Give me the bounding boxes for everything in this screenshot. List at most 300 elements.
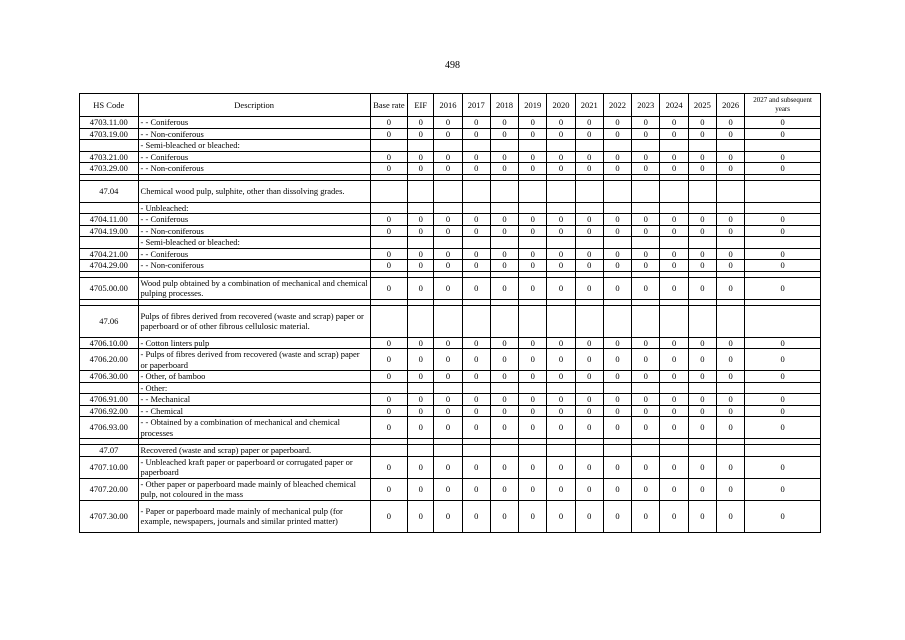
rate-cell: 0 [462,214,490,226]
rate-cell [370,180,407,202]
rate-cell [462,382,490,394]
hs-code-cell [80,237,139,249]
table-row [80,237,821,249]
rate-cell: 0 [370,128,407,140]
rate-cell: 0 [370,117,407,129]
rate-cell [462,180,490,202]
rate-cell [603,305,631,337]
table-row [80,214,821,226]
rate-cell: 0 [462,117,490,129]
rate-cell: 0 [688,456,716,478]
rate-cell: 0 [603,163,631,175]
rate-cell [716,180,744,202]
rate-cell: 0 [688,163,716,175]
rate-cell [490,445,518,457]
rate-cell: 0 [408,277,434,299]
hs-code-cell: 4703.21.00 [80,151,139,163]
rate-cell: 0 [716,248,744,260]
rate-cell: 0 [575,405,603,417]
rate-cell: 0 [603,277,631,299]
rate-cell [603,237,631,249]
rate-cell: 0 [408,117,434,129]
rate-cell [462,445,490,457]
description-cell: - Other, of bamboo [138,371,370,383]
description-cell: - - Coniferous [138,214,370,226]
rate-cell: 0 [716,260,744,272]
rate-cell [632,202,660,214]
rate-cell: 0 [547,260,575,272]
rate-cell: 0 [490,405,518,417]
rate-cell: 0 [632,500,660,532]
rate-cell [370,305,407,337]
rate-cell: 0 [688,371,716,383]
rate-cell: 0 [519,405,547,417]
rate-cell [603,202,631,214]
rate-cell [370,202,407,214]
hs-code-cell: 4706.10.00 [80,337,139,349]
table-row [80,417,821,439]
column-header: 2021 [575,94,603,117]
rate-cell: 0 [370,417,407,439]
rate-cell: 0 [632,456,660,478]
table-row [80,128,821,140]
rate-cell [434,237,462,249]
rate-cell: 0 [632,405,660,417]
rate-cell: 0 [490,117,518,129]
rate-cell [547,445,575,457]
rate-cell [660,382,688,394]
rate-cell: 0 [603,151,631,163]
table-row [80,371,821,383]
rate-cell [519,382,547,394]
rate-cell [462,305,490,337]
rate-cell: 0 [603,349,631,371]
table-row [80,394,821,406]
rate-cell: 0 [575,260,603,272]
rate-cell: 0 [603,248,631,260]
rate-cell [547,180,575,202]
rate-cell: 0 [660,260,688,272]
column-header: Description [138,94,370,117]
rate-cell [408,382,434,394]
rate-cell [490,140,518,152]
rate-cell: 0 [462,225,490,237]
rate-cell [519,305,547,337]
hs-code-cell: 4707.10.00 [80,456,139,478]
rate-cell: 0 [716,478,744,500]
description-cell: - Semi-bleached or bleached: [138,140,370,152]
rate-cell: 0 [490,371,518,383]
rate-cell: 0 [462,500,490,532]
rate-cell: 0 [688,277,716,299]
rate-cell: 0 [547,337,575,349]
rate-cell: 0 [370,214,407,226]
rate-cell: 0 [408,394,434,406]
rate-cell [716,237,744,249]
rate-cell: 0 [575,117,603,129]
rate-cell: 0 [688,417,716,439]
rate-cell: 0 [408,456,434,478]
rate-cell: 0 [688,214,716,226]
rate-cell: 0 [370,371,407,383]
rate-cell: 0 [603,405,631,417]
rate-cell: 0 [519,500,547,532]
rate-cell: 0 [370,260,407,272]
rate-cell [575,180,603,202]
rate-cell [745,140,821,152]
rate-cell: 0 [716,151,744,163]
rate-cell: 0 [660,337,688,349]
rate-cell [370,237,407,249]
rate-cell: 0 [603,371,631,383]
table-row [80,456,821,478]
description-cell: - - Coniferous [138,117,370,129]
rate-cell: 0 [745,349,821,371]
column-header: 2018 [490,94,518,117]
rate-cell: 0 [547,394,575,406]
description-cell: Wood pulp obtained by a combination of mechanical and chemical pulping processes. [138,277,370,299]
rate-cell: 0 [745,163,821,175]
rate-cell: 0 [370,248,407,260]
rate-cell [434,382,462,394]
rate-cell: 0 [660,417,688,439]
rate-cell: 0 [632,394,660,406]
rate-cell: 0 [688,151,716,163]
description-cell: - - Coniferous [138,151,370,163]
table-body [80,117,821,533]
rate-cell: 0 [660,225,688,237]
rate-cell: 0 [490,225,518,237]
hs-code-cell: 4706.20.00 [80,349,139,371]
rate-cell [434,180,462,202]
description-cell: - - Obtained by a combination of mechanical and chemical processes [138,417,370,439]
rate-cell: 0 [370,349,407,371]
rate-cell: 0 [745,478,821,500]
rate-cell: 0 [519,394,547,406]
rate-cell [462,202,490,214]
rate-cell: 0 [745,394,821,406]
rate-cell [408,237,434,249]
description-cell: - Other: [138,382,370,394]
rate-cell: 0 [632,248,660,260]
table-row [80,180,821,202]
rate-cell: 0 [490,277,518,299]
rate-cell: 0 [490,394,518,406]
rate-cell: 0 [575,277,603,299]
rate-cell [716,445,744,457]
rate-cell: 0 [603,225,631,237]
description-cell: - - Non-coniferous [138,260,370,272]
rate-cell: 0 [716,394,744,406]
rate-cell: 0 [660,277,688,299]
column-header: 2026 [716,94,744,117]
hs-code-cell: 4704.11.00 [80,214,139,226]
rate-cell: 0 [434,128,462,140]
rate-cell: 0 [490,214,518,226]
rate-cell [434,202,462,214]
rate-cell: 0 [660,456,688,478]
rate-cell: 0 [688,337,716,349]
rate-cell [408,140,434,152]
description-cell: - Paper or paperboard made mainly of mechanical pulp (for example, newspapers, journals and similar printed matter) [138,500,370,532]
rate-cell: 0 [519,417,547,439]
rate-cell: 0 [632,260,660,272]
rate-cell: 0 [434,500,462,532]
rate-cell [408,305,434,337]
rate-cell: 0 [603,260,631,272]
rate-cell [745,202,821,214]
rate-cell: 0 [716,277,744,299]
rate-cell: 0 [632,163,660,175]
rate-cell: 0 [408,128,434,140]
rate-cell: 0 [660,405,688,417]
rate-cell: 0 [519,277,547,299]
description-cell: - Other paper or paperboard made mainly of bleached chemical pulp, not coloured in the mass [138,478,370,500]
table-row [80,117,821,129]
column-header: 2019 [519,94,547,117]
description-cell: - Pulps of fibres derived from recovered (waste and scrap) paper or paperboard [138,349,370,371]
rate-cell: 0 [716,405,744,417]
rate-cell: 0 [519,128,547,140]
rate-cell: 0 [408,500,434,532]
rate-cell: 0 [547,371,575,383]
rate-cell [745,382,821,394]
rate-cell: 0 [519,478,547,500]
rate-cell: 0 [462,349,490,371]
rate-cell: 0 [490,417,518,439]
rate-cell [434,305,462,337]
table-row [80,163,821,175]
rate-cell: 0 [547,478,575,500]
rate-cell: 0 [462,405,490,417]
rate-cell: 0 [462,478,490,500]
rate-cell: 0 [660,214,688,226]
hs-code-cell: 4703.19.00 [80,128,139,140]
rate-cell [408,445,434,457]
rate-cell: 0 [575,214,603,226]
rate-cell: 0 [745,248,821,260]
rate-cell: 0 [716,349,744,371]
hs-code-cell: 4703.29.00 [80,163,139,175]
description-cell: - Unbleached: [138,202,370,214]
rate-cell: 0 [462,260,490,272]
rate-cell: 0 [370,394,407,406]
rate-cell [547,140,575,152]
rate-cell: 0 [434,163,462,175]
rate-cell: 0 [519,117,547,129]
rate-cell: 0 [575,248,603,260]
hs-code-cell: 4706.91.00 [80,394,139,406]
rate-cell [632,445,660,457]
rate-cell: 0 [688,500,716,532]
rate-cell: 0 [575,128,603,140]
rate-cell: 0 [575,394,603,406]
rate-cell: 0 [370,277,407,299]
rate-cell: 0 [408,214,434,226]
hs-code-cell: 4703.11.00 [80,117,139,129]
rate-cell [519,202,547,214]
rate-cell [575,140,603,152]
rate-cell: 0 [603,337,631,349]
rate-cell: 0 [490,260,518,272]
rate-cell [745,305,821,337]
rate-cell [603,180,631,202]
rate-cell: 0 [490,163,518,175]
tariff-schedule-table [79,93,821,533]
hs-code-cell [80,382,139,394]
rate-cell: 0 [688,349,716,371]
rate-cell [434,140,462,152]
rate-cell: 0 [370,405,407,417]
rate-cell [688,140,716,152]
rate-cell: 0 [660,371,688,383]
rate-cell: 0 [603,394,631,406]
rate-cell: 0 [575,500,603,532]
rate-cell: 0 [434,117,462,129]
rate-cell [632,382,660,394]
rate-cell: 0 [688,260,716,272]
rate-cell [462,140,490,152]
hs-code-cell: 4706.93.00 [80,417,139,439]
rate-cell [490,305,518,337]
rate-cell [632,237,660,249]
rate-cell: 0 [603,456,631,478]
table-row [80,500,821,532]
rate-cell: 0 [745,117,821,129]
rate-cell [716,305,744,337]
rate-cell: 0 [603,417,631,439]
rate-cell [632,140,660,152]
rate-cell: 0 [575,225,603,237]
table-row [80,277,821,299]
rate-cell: 0 [408,371,434,383]
rate-cell [434,445,462,457]
rate-cell: 0 [716,128,744,140]
rate-cell: 0 [519,151,547,163]
column-header: 2017 [462,94,490,117]
rate-cell: 0 [462,151,490,163]
rate-cell: 0 [434,260,462,272]
description-cell: - - Chemical [138,405,370,417]
rate-cell: 0 [632,417,660,439]
rate-cell: 0 [547,277,575,299]
hs-code-cell: 4707.30.00 [80,500,139,532]
rate-cell: 0 [519,337,547,349]
rate-cell: 0 [575,163,603,175]
description-cell: Chemical wood pulp, sulphite, other than dissolving grades. [138,180,370,202]
rate-cell: 0 [575,371,603,383]
rate-cell [490,237,518,249]
description-cell: - - Non-coniferous [138,225,370,237]
rate-cell: 0 [547,349,575,371]
rate-cell: 0 [408,260,434,272]
rate-cell: 0 [490,248,518,260]
rate-cell: 0 [575,349,603,371]
table-row [80,248,821,260]
rate-cell [603,445,631,457]
rate-cell: 0 [547,128,575,140]
rate-cell: 0 [745,405,821,417]
rate-cell [547,382,575,394]
rate-cell [745,180,821,202]
rate-cell: 0 [716,225,744,237]
rate-cell: 0 [688,405,716,417]
hs-code-cell: 4706.30.00 [80,371,139,383]
rate-cell: 0 [745,214,821,226]
rate-cell: 0 [716,371,744,383]
rate-cell: 0 [519,214,547,226]
rate-cell: 0 [688,128,716,140]
rate-cell [603,140,631,152]
rate-cell: 0 [370,337,407,349]
column-header: 2020 [547,94,575,117]
rate-cell: 0 [688,478,716,500]
hs-code-cell: 47.06 [80,305,139,337]
rate-cell: 0 [547,151,575,163]
table-row [80,225,821,237]
rate-cell: 0 [408,417,434,439]
rate-cell: 0 [632,371,660,383]
rate-cell: 0 [745,128,821,140]
rate-cell [408,180,434,202]
rate-cell: 0 [462,394,490,406]
table-row [80,349,821,371]
hs-code-cell [80,202,139,214]
rate-cell: 0 [462,163,490,175]
rate-cell [408,202,434,214]
rate-cell: 0 [575,456,603,478]
rate-cell: 0 [660,151,688,163]
table-row [80,445,821,457]
rate-cell: 0 [519,456,547,478]
rate-cell: 0 [716,117,744,129]
rate-cell [490,382,518,394]
rate-cell [575,237,603,249]
rate-cell [745,237,821,249]
table-row [80,478,821,500]
rate-cell: 0 [434,417,462,439]
description-cell: - - Mechanical [138,394,370,406]
rate-cell: 0 [434,225,462,237]
rate-cell [519,445,547,457]
rate-cell: 0 [745,371,821,383]
rate-cell [519,180,547,202]
rate-cell [575,382,603,394]
rate-cell [632,305,660,337]
rate-cell: 0 [408,151,434,163]
rate-cell: 0 [632,117,660,129]
table-row [80,305,821,337]
rate-cell: 0 [603,117,631,129]
rate-cell: 0 [519,371,547,383]
table-row [80,405,821,417]
column-header: EIF [408,94,434,117]
rate-cell: 0 [660,128,688,140]
rate-cell: 0 [716,337,744,349]
rate-cell [632,180,660,202]
rate-cell: 0 [745,500,821,532]
rate-cell [370,445,407,457]
rate-cell [716,202,744,214]
rate-cell: 0 [632,337,660,349]
rate-cell: 0 [547,500,575,532]
rate-cell: 0 [519,225,547,237]
rate-cell: 0 [434,405,462,417]
rate-cell [660,180,688,202]
rate-cell: 0 [547,117,575,129]
description-cell: - - Non-coniferous [138,128,370,140]
rate-cell [688,237,716,249]
